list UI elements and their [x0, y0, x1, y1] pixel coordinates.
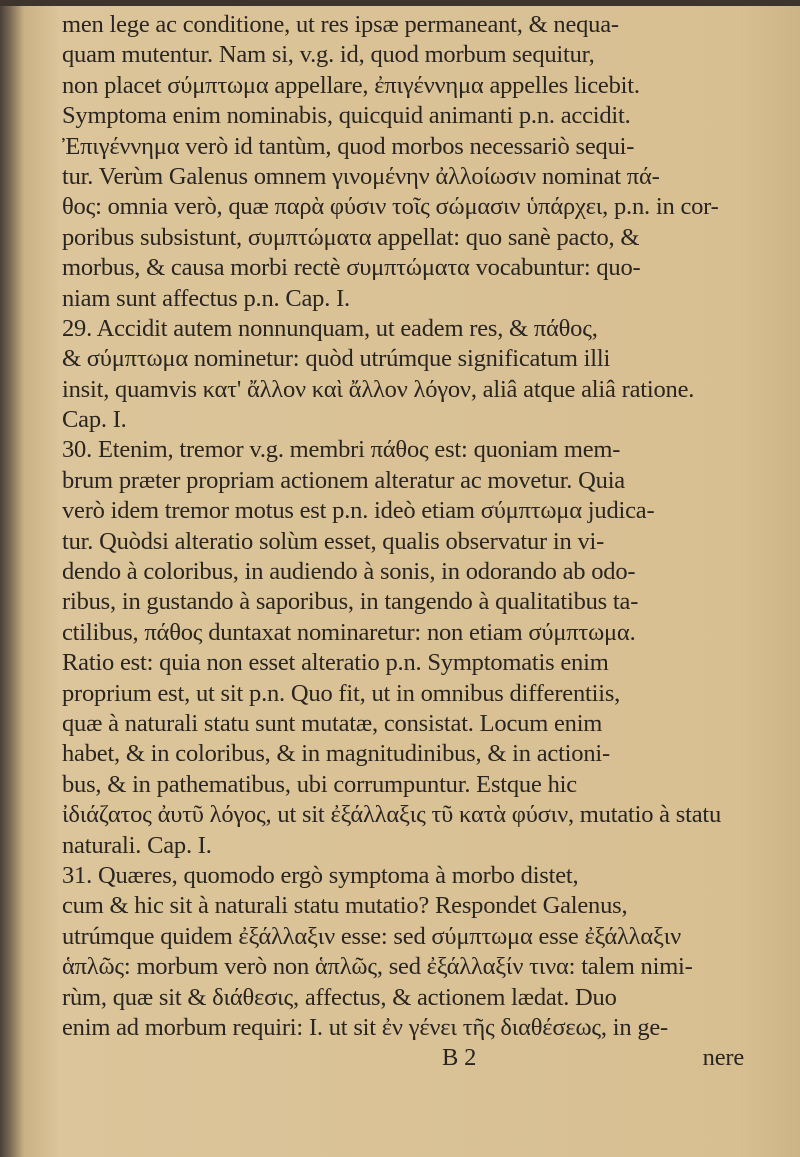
- signature-mark: B 2: [442, 1044, 477, 1072]
- text-line: quam mutentur. Nam si, v.g. id, quod morbum sequitur,: [62, 41, 595, 69]
- text-line: utrúmque quidem ἐξάλλαξιν esse: sed σύμπτωμα esse ἐξάλλαξιν: [62, 922, 681, 950]
- catchword: nere: [702, 1044, 744, 1072]
- text-line: Cap. I.: [62, 406, 127, 434]
- text-line: ribus, in gustando à saporibus, in tangendo à qualitatibus ta-: [62, 588, 639, 616]
- text-line: bus, & in pathematibus, ubi corrumpuntur. Estque hic: [62, 770, 577, 798]
- text-line: proprium est, ut sit p.n. Quo fit, ut in omnibus differentiis,: [62, 679, 621, 707]
- text-line: & σύμπτωμα nominetur: quòd utrúmque significatum illi: [62, 345, 611, 373]
- text-body: [62, 10, 756, 1075]
- text-line: non placet σύμπτωμα appellare, ἐπιγέννημα appelles licebit.: [62, 71, 640, 99]
- text-line: Ἐπιγέννημα verò id tantùm, quod morbos necessariò sequi-: [62, 132, 635, 160]
- text-line: ctilibus, πάθος duntaxat nominaretur: non etiam σύμπτωμα.: [62, 618, 636, 646]
- scan-edge: [0, 0, 800, 6]
- text-line: morbus, & causa morbi rectè συμπτώματα vocabuntur: quo-: [62, 254, 641, 282]
- text-line: men lege ac conditione, ut res ipsæ permaneant, & nequa-: [62, 11, 619, 38]
- text-line: quæ à naturali statu sunt mutatæ, consistat. Locum enim: [62, 709, 603, 737]
- text-line: ἰδιάζατος ἀυτῦ λόγος, ut sit ἐξάλλαξις τῦ κατὰ φύσιν, mutatio à statu: [62, 801, 722, 829]
- text-line: 30. Etenim, tremor v.g. membri πάθος est: quoniam mem-: [62, 436, 621, 464]
- text-line: poribus subsistunt, συμπτώματα appellat: quo sanè pacto, &: [62, 223, 640, 251]
- text-line: θος: omnia verò, quæ παρὰ φύσιν τοῖς σώμασιν ὑπάρχει, p.n. in cor-: [62, 193, 719, 221]
- text-line: naturali. Cap. I.: [62, 831, 212, 859]
- text-line: verò idem tremor motus est p.n. ideò etiam σύμπτωμα judica-: [62, 497, 655, 525]
- text-line: habet, & in coloribus, & in magnitudinibus, & in actioni-: [62, 740, 610, 768]
- text-line: tur. Quòdsi alteratio solùm esset, qualis observatur in vi-: [62, 527, 605, 555]
- text-line: Symptoma enim nominabis, quicquid animanti p.n. accidit.: [62, 102, 631, 130]
- page-footer: [62, 1043, 756, 1075]
- text-line: 31. Quæres, quomodo ergò symptoma à morbo distet,: [62, 861, 579, 889]
- text-line: rùm, quæ sit & διάθεσις, affectus, & actionem lædat. Duo: [62, 983, 617, 1011]
- text-line: enim ad morbum requiri: I. ut sit ἐν γένει τῆς διαθέσεως, in ge-: [62, 1013, 669, 1041]
- text-line: tur. Verùm Galenus omnem γινομένην ἀλλοίωσιν nominat πά-: [62, 162, 660, 190]
- text-line: 29. Accidit autem nonnunquam, ut eadem res, & πάθος,: [62, 314, 598, 342]
- text-line: insit, quamvis κατ' ἄλλον καὶ ἄλλον λόγον, aliâ atque aliâ ratione.: [62, 375, 695, 403]
- text-line: brum præter propriam actionem alteratur ac movetur. Quia: [62, 466, 625, 494]
- text-line: Ratio est: quia non esset alteratio p.n. Symptomatis enim: [62, 649, 609, 677]
- text-line: dendo à coloribus, in audiendo à sonis, in odorando ab odo-: [62, 558, 636, 586]
- text-line: niam sunt affectus p.n. Cap. I.: [62, 284, 350, 312]
- text-line: cum & hic sit à naturali statu mutatio? Respondet Galenus,: [62, 892, 628, 920]
- text-line: ἁπλῶς: morbum verò non ἁπλῶς, sed ἐξάλλαξίν τινα: talem nimi-: [62, 953, 693, 981]
